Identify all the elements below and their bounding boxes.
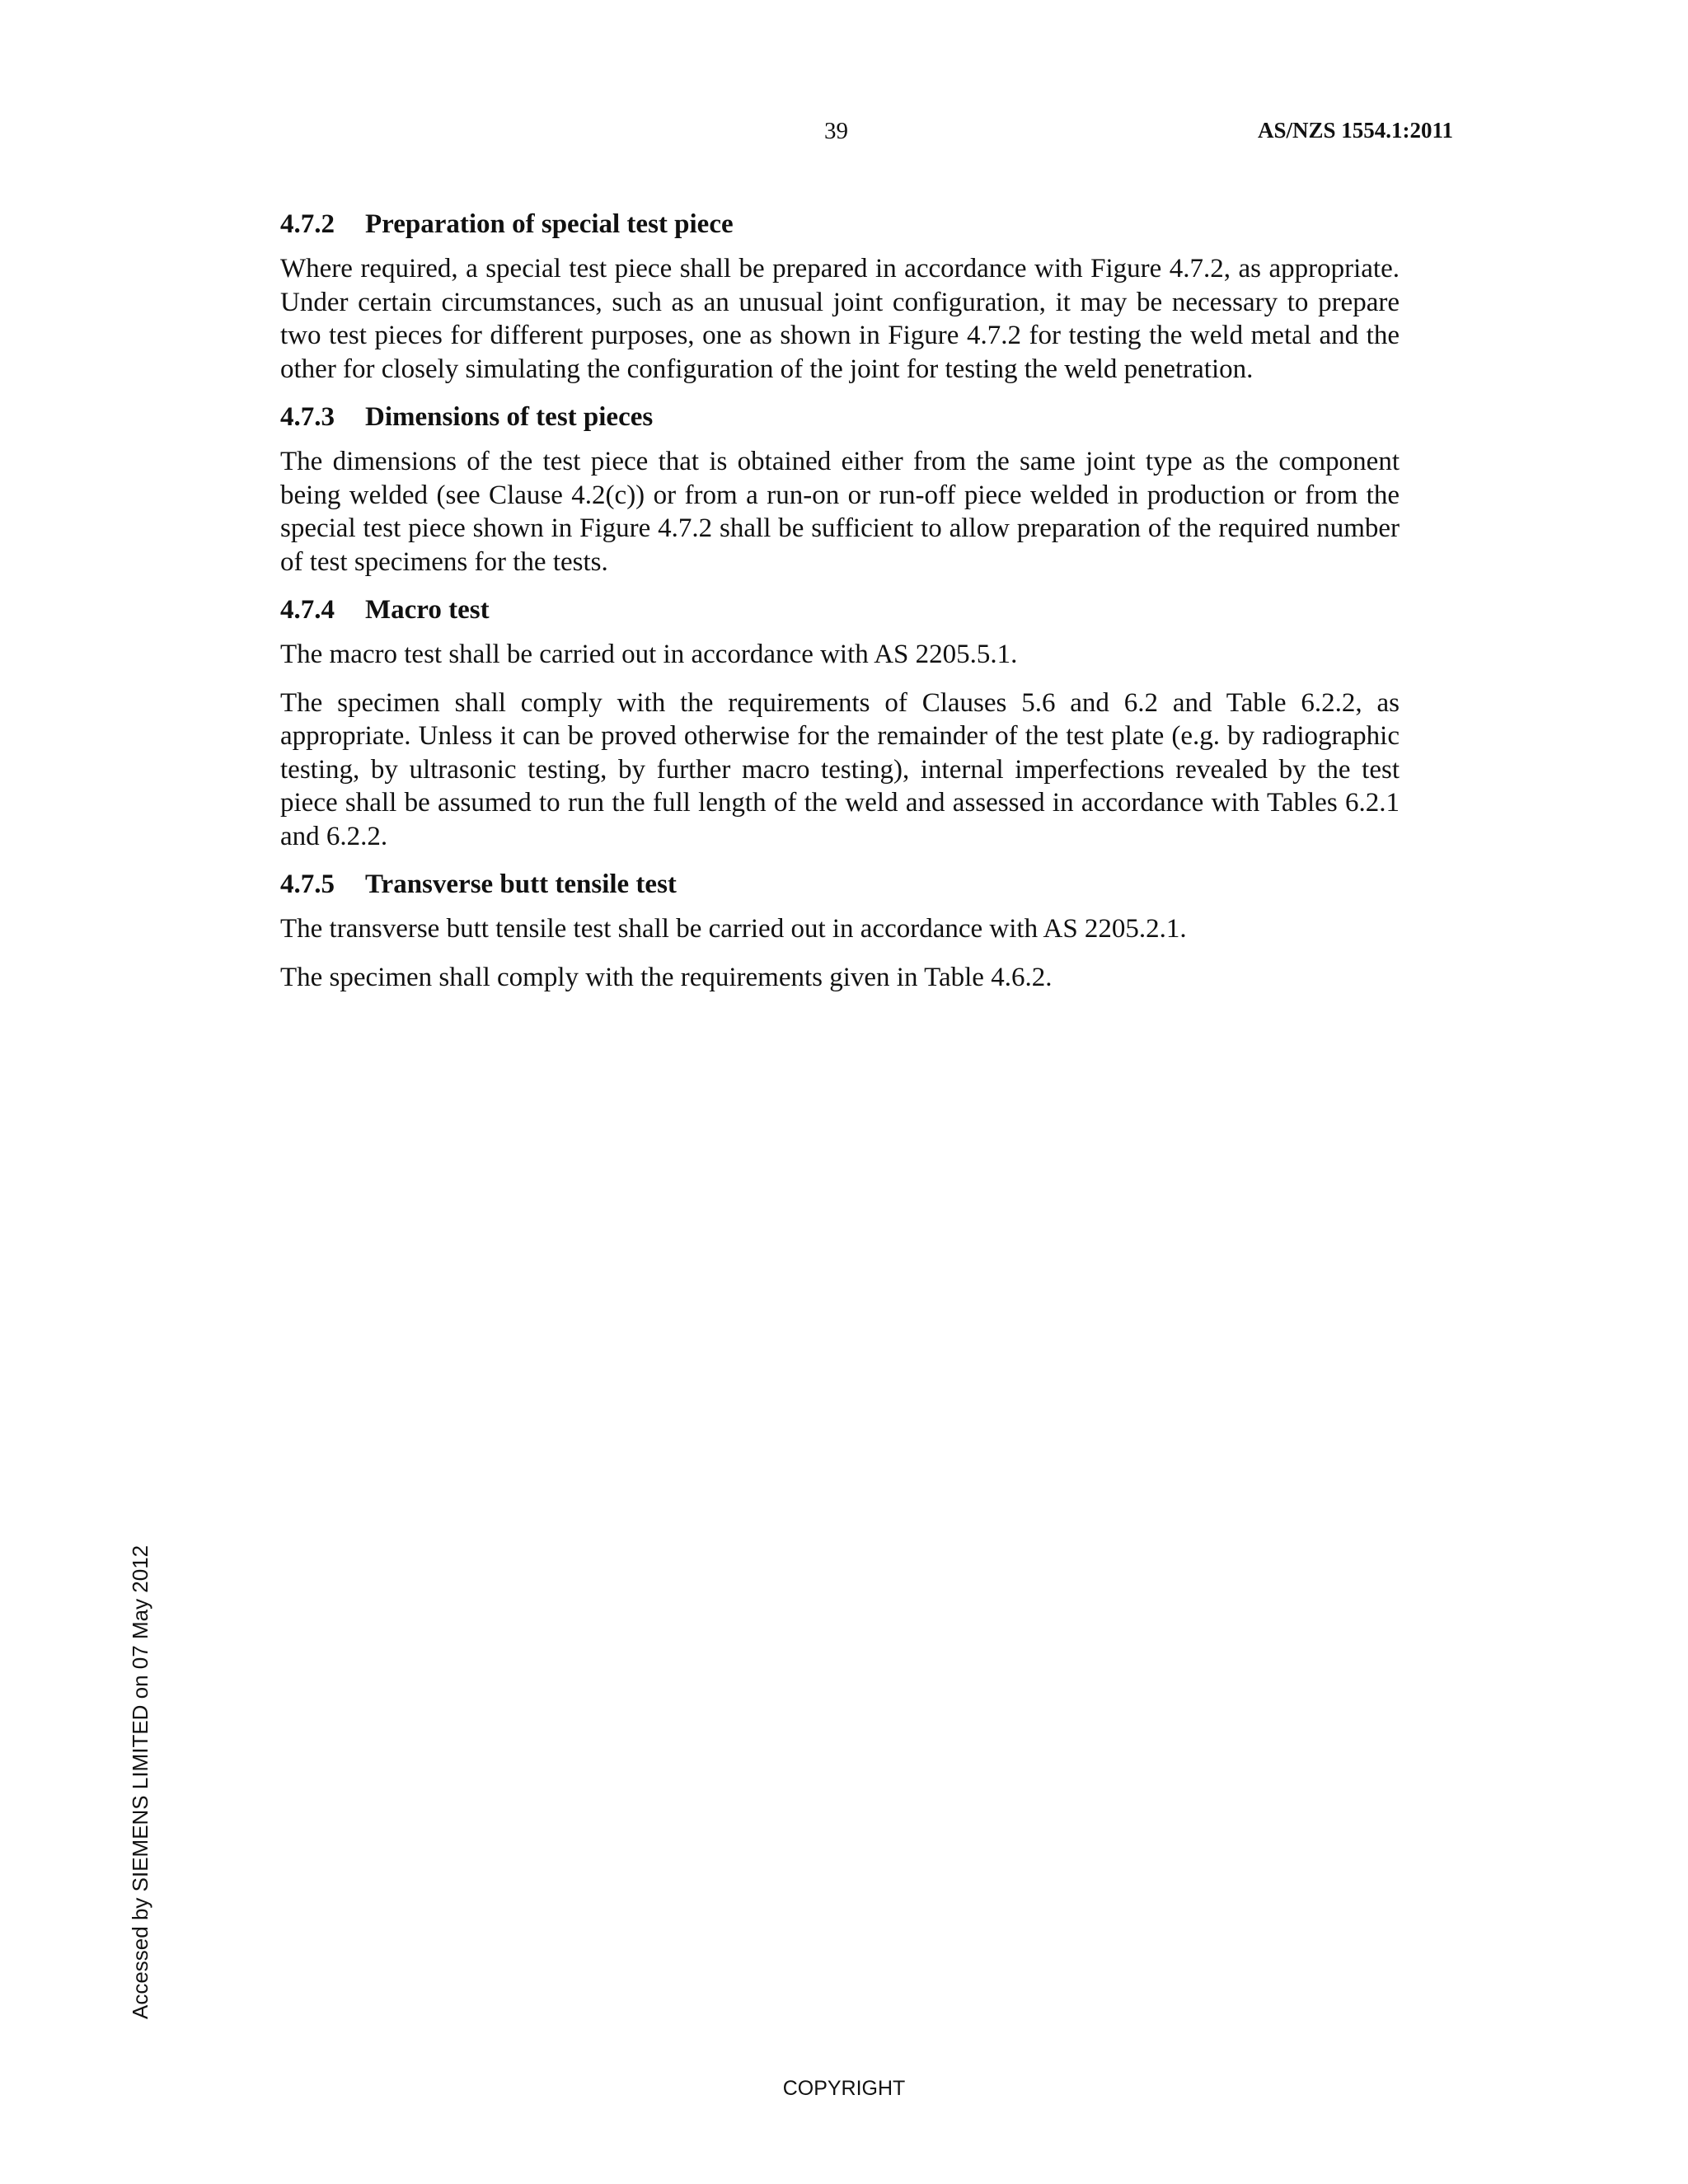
clause-heading <box>280 592 1400 628</box>
paragraph: The macro test shall be carried out in accordance with AS 2205.5.1. <box>280 640 1018 669</box>
copyright-footer: COPYRIGHT <box>782 2077 906 2100</box>
access-watermark: Accessed by SIEMENS LIMITED on 07 May 2012 <box>128 1544 152 2019</box>
paragraph: The specimen shall comply with the requirements of Clauses 5.6 and 6.2 and Table 6.2.2, as appropriate. Unless it can be proved otherwise for the remainder of the test plate (e.g. by radiographic testing, by ultrasonic testing, by further macro testing), internal imperfections revealed by the test piece shall be assumed to run the full length of the weld and assessed in accordance with Tables 6.2.1 and 6.2.2. <box>280 687 1400 851</box>
clause-4-7-2 <box>280 206 1400 386</box>
clause-heading <box>280 206 1400 242</box>
clause-number: 4.7.5 <box>280 869 335 899</box>
page-number: 39 <box>824 118 848 144</box>
standard-id: AS/NZS 1554.1:2011 <box>1257 118 1453 143</box>
clause-number: 4.7.2 <box>280 209 335 239</box>
paragraph: The dimensions of the test piece that is obtained either from the same joint type as the component being welded (see Clause 4.2(c)) or from a run-on or run-off piece welded in production or from the special test piece shown in Figure 4.7.2 shall be sufficient to allow preparation of the required number of test specimens for the tests. <box>280 447 1400 577</box>
clause-heading <box>280 866 1400 902</box>
clause-number: 4.7.4 <box>280 595 335 625</box>
clause-number: 4.7.3 <box>280 402 335 432</box>
clause-title: Transverse butt tensile test <box>365 869 677 899</box>
clause-4-7-3 <box>280 399 1400 579</box>
document-body <box>280 206 1400 994</box>
paragraph: The specimen shall comply with the requirements given in Table 4.6.2. <box>280 962 1053 992</box>
clause-title: Macro test <box>365 595 490 625</box>
clause-4-7-4 <box>280 592 1400 853</box>
clause-title: Preparation of special test piece <box>365 209 734 239</box>
paragraph: Where required, a special test piece shall be prepared in accordance with Figure 4.7.2, as appropriate. Under certain circumstances, such as an unusual joint configuration, it may be necessary to prepare two test pieces for different purposes, one as shown in Figure 4.7.2 for testing the weld metal and the other for closely simulating the configuration of the joint for testing the weld penetration. <box>280 254 1400 384</box>
clause-title: Dimensions of test pieces <box>365 402 654 432</box>
clause-heading <box>280 399 1400 435</box>
paragraph: The transverse butt tensile test shall be carried out in accordance with AS 2205.2.1. <box>280 914 1187 944</box>
clause-4-7-5 <box>280 866 1400 994</box>
